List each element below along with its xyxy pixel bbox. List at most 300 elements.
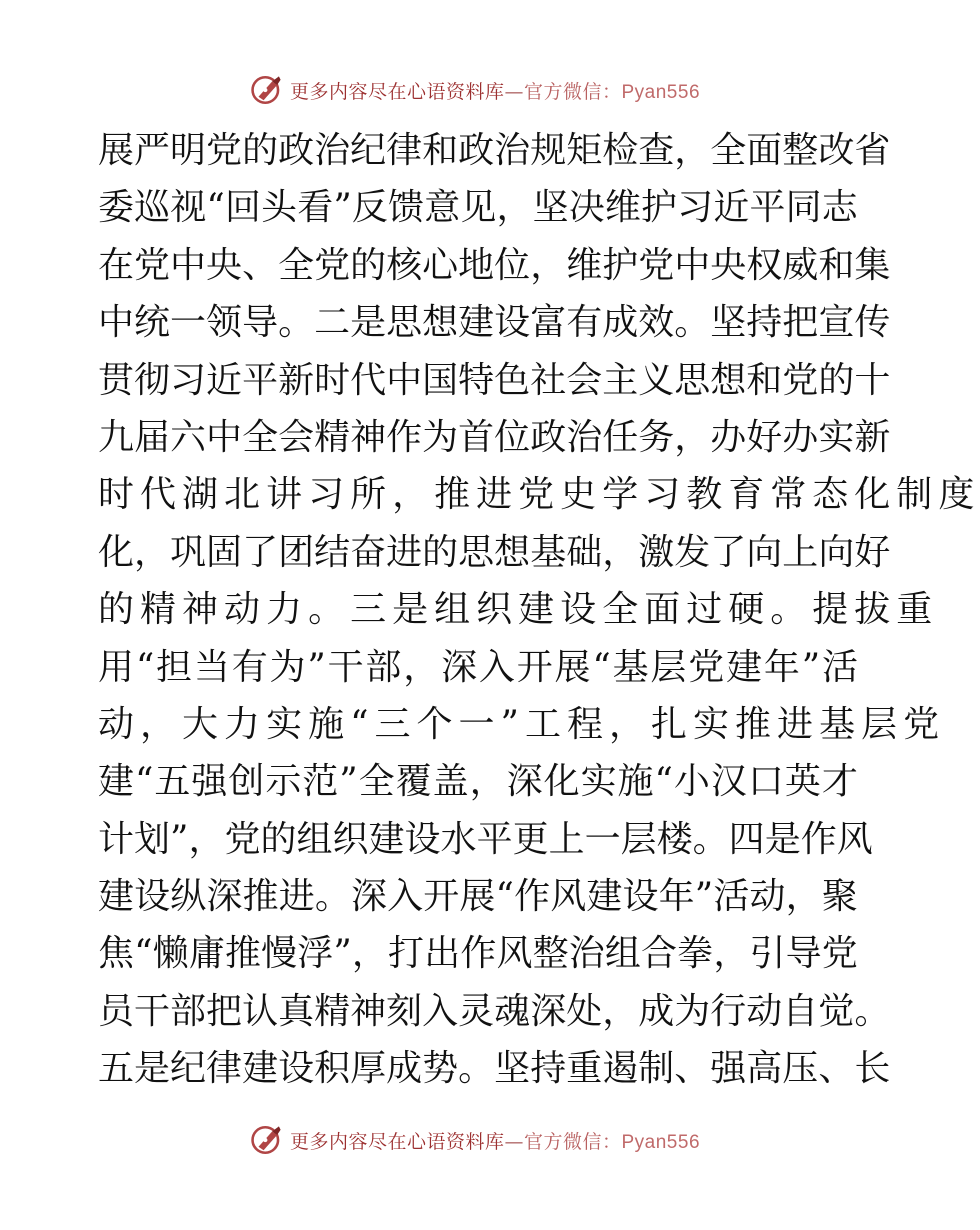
body-line (98, 868, 858, 925)
body-char: 北 (224, 474, 267, 516)
body-char: 思 (458, 531, 495, 573)
footer-banner (0, 1120, 950, 1160)
body-char: 意 (424, 187, 461, 229)
body-char: 权 (746, 244, 783, 286)
body-char: 委 (98, 187, 135, 229)
body-char: 设 (494, 302, 531, 344)
body-char: 整 (782, 130, 819, 171)
body-char: 自 (782, 990, 819, 1032)
body-char: 发 (674, 531, 711, 573)
body-char: 才 (821, 761, 858, 803)
body-line (98, 581, 939, 638)
body-char: 慢 (261, 933, 298, 975)
body-char: ， (188, 818, 225, 860)
body-char: 汉 (710, 761, 747, 803)
body-line (98, 983, 891, 1040)
body-char: 精 (314, 416, 351, 458)
body-char: 中 (98, 302, 135, 344)
footer-banner-dash: — (504, 1130, 524, 1153)
body-char: ” (170, 818, 189, 860)
body-char: 平 (476, 818, 513, 860)
body-char: 懒 (152, 933, 189, 975)
body-char: 计 (98, 818, 135, 860)
body-char: 进 (777, 703, 820, 745)
body-char: 习 (677, 187, 714, 229)
body-char: 水 (440, 818, 477, 860)
header-banner-id: Pyan556 (621, 81, 701, 103)
body-char: 、 (242, 244, 279, 286)
body-char: 想 (494, 531, 531, 573)
body-char: 风 (550, 876, 587, 918)
body-char: 结 (314, 531, 351, 573)
body-char: ” (307, 646, 326, 688)
body-char: 覆 (395, 761, 432, 803)
body-char: “ (654, 761, 673, 803)
body-char: 认 (242, 990, 279, 1032)
body-char: 和 (422, 130, 459, 171)
body-char: ， (469, 761, 506, 803)
body-char: 的 (818, 359, 855, 401)
body-char: 心 (422, 244, 459, 286)
body-char: 育 (728, 474, 771, 516)
body-char: 开 (516, 646, 553, 688)
footer-banner-id: Pyan556 (621, 1131, 701, 1153)
body-line (98, 466, 980, 523)
body-char: 是 (350, 302, 387, 344)
body-char: 制 (638, 1048, 675, 1090)
pen-nib-logo-icon (250, 73, 284, 107)
body-char: 党 (134, 244, 171, 286)
body-char: 任 (602, 416, 639, 458)
body-char: 动 (98, 703, 141, 745)
body-char: 年 (658, 876, 695, 918)
body-char: 向 (818, 531, 855, 573)
footer-banner-main: 更多内容尽在心语资料库 (289, 1130, 505, 1153)
body-char: 精 (140, 589, 183, 631)
body-char: 强 (191, 761, 228, 803)
body-char: 真 (278, 990, 315, 1032)
body-char: 厚 (350, 1048, 387, 1090)
body-char: 活 (713, 876, 750, 918)
body-char: 严 (134, 130, 171, 171)
body-char: 见 (460, 187, 497, 229)
body-char: 基 (612, 646, 649, 688)
body-char: 建 (586, 876, 623, 918)
body-char: 五 (154, 761, 191, 803)
body-char: 建 (458, 302, 495, 344)
body-char: “ (206, 187, 225, 229)
body-char: 好 (746, 416, 783, 458)
body-char: 建 (518, 589, 561, 631)
body-char: 作 (800, 818, 837, 860)
body-char: 了 (242, 531, 279, 573)
body-char: 实 (693, 703, 736, 745)
body-char: 十 (854, 359, 891, 401)
body-char: 持 (746, 302, 783, 344)
body-char: 核 (386, 244, 423, 286)
body-char: 织 (476, 589, 519, 631)
body-line (98, 1040, 891, 1097)
body-char: 办 (782, 416, 819, 458)
body-char: 领 (206, 302, 243, 344)
body-char: 导 (242, 302, 279, 344)
body-char: 届 (134, 416, 171, 458)
body-char: 口 (747, 761, 784, 803)
header-banner-text (290, 77, 700, 104)
body-char: ， (140, 703, 183, 745)
body-char: 统 (134, 302, 171, 344)
body-char: 党 (224, 818, 261, 860)
body-char: 一 (170, 302, 207, 344)
body-char: 学 (602, 474, 645, 516)
body-char: 。 (314, 876, 351, 918)
body-char: ， (602, 990, 639, 1032)
body-char: 贯 (98, 359, 135, 401)
body-char: 会 (278, 416, 315, 458)
body-char: 作 (386, 416, 423, 458)
body-char: 程 (566, 703, 609, 745)
body-char: 施 (617, 761, 654, 803)
body-char: 用 (98, 646, 135, 688)
body-char: 威 (782, 244, 819, 286)
body-char: 动 (749, 876, 786, 918)
body-char: 建 (368, 818, 405, 860)
body-char: 设 (134, 876, 171, 918)
body-char: 特 (458, 359, 495, 401)
body-char: 建 (98, 761, 135, 803)
body-char: ” (500, 703, 525, 745)
body-char: 部 (170, 990, 207, 1032)
body-char: 是 (764, 818, 801, 860)
body-char: 成 (638, 990, 675, 1032)
body-char: 习 (170, 359, 207, 401)
body-char: 整 (532, 933, 569, 975)
body-char: 奋 (350, 531, 387, 573)
body-char: 。 (854, 990, 891, 1032)
body-char: 推 (224, 933, 261, 975)
body-char: 教 (686, 474, 729, 516)
body-char: 。 (458, 1048, 495, 1090)
body-line (98, 409, 891, 466)
body-char: 集 (854, 244, 891, 286)
body-char: 四 (728, 818, 765, 860)
body-char: 向 (746, 531, 783, 573)
body-char: 强 (710, 1048, 747, 1090)
body-char: 面 (746, 130, 783, 171)
body-char: 矩 (566, 130, 603, 171)
body-char: 位 (494, 416, 531, 458)
body-char: 全 (278, 244, 315, 286)
body-char: 成 (602, 302, 639, 344)
body-char: ” (333, 933, 352, 975)
body-char: 建 (242, 1048, 279, 1090)
body-char: 为 (674, 990, 711, 1032)
body-char: 省 (854, 130, 891, 171)
body-char: 全 (710, 130, 747, 171)
body-char: 。 (692, 818, 729, 860)
body-char: 激 (638, 531, 675, 573)
body-char: 。 (770, 589, 813, 631)
body-char: 。 (674, 302, 711, 344)
body-char: 长 (854, 1048, 891, 1090)
body-char: 坚 (710, 302, 747, 344)
body-char: 政 (530, 416, 567, 458)
body-char: 回 (224, 187, 261, 229)
body-char: 馈 (388, 187, 425, 229)
body-char: 深 (441, 646, 478, 688)
body-char: 效 (638, 302, 675, 344)
body-char: ” (801, 646, 821, 688)
body-char: 基 (819, 703, 862, 745)
body-char: 律 (386, 130, 423, 171)
body-char: 思 (674, 359, 711, 401)
body-char: 纪 (350, 130, 387, 171)
body-char: 政 (458, 130, 495, 171)
body-char: “ (135, 646, 155, 688)
body-line (98, 925, 858, 982)
body-char: 全 (358, 761, 395, 803)
body-char: 纵 (170, 876, 207, 918)
body-char: 建 (98, 876, 135, 918)
body-char: 持 (530, 1048, 567, 1090)
body-char: 度 (938, 474, 980, 516)
body-char: 进 (476, 474, 519, 516)
body-char: 扎 (651, 703, 694, 745)
body-char: 视 (170, 187, 207, 229)
body-line (98, 524, 891, 581)
body-char: ， (713, 933, 750, 975)
body-char: 宣 (818, 302, 855, 344)
body-char: 三 (374, 703, 417, 745)
body-char: 成 (386, 1048, 423, 1090)
body-char: 上 (782, 531, 819, 573)
body-char: 施 (308, 703, 351, 745)
body-char: ， (496, 187, 533, 229)
body-char: 组 (604, 933, 641, 975)
body-char: 近 (206, 359, 243, 401)
body-char: 头 (261, 187, 298, 229)
body-char: 常 (770, 474, 813, 516)
body-char: 六 (170, 416, 207, 458)
body-char: “ (134, 933, 153, 975)
body-char: 示 (265, 761, 302, 803)
body-char: 导 (785, 933, 822, 975)
body-char: 神 (182, 589, 225, 631)
body-char: 出 (424, 933, 461, 975)
body-char: 治 (314, 130, 351, 171)
body-char: 灵 (458, 990, 495, 1032)
body-char: 干 (134, 990, 171, 1032)
body-char: 党 (518, 474, 561, 516)
body-char: 志 (821, 187, 858, 229)
header-banner-dash: — (504, 80, 524, 103)
body-line (98, 294, 891, 351)
body-char: 神 (350, 416, 387, 458)
body-char: 盖 (432, 761, 469, 803)
body-char: 维 (604, 187, 641, 229)
body-char: 近 (713, 187, 750, 229)
body-char: 遏 (602, 1048, 639, 1090)
body-char: 时 (314, 359, 351, 401)
body-char: 的 (242, 130, 279, 171)
body-line (98, 753, 858, 810)
body-char: 和 (818, 244, 855, 286)
body-char: 思 (386, 302, 423, 344)
body-char: 全 (242, 416, 279, 458)
body-char: 引 (749, 933, 786, 975)
body-char: 建 (726, 646, 763, 688)
body-char: 中 (386, 359, 423, 401)
body-char: 实 (580, 761, 617, 803)
body-char: 央 (710, 244, 747, 286)
body-char: 固 (206, 531, 243, 573)
body-char: ” (694, 876, 714, 918)
body-char: 的 (260, 818, 297, 860)
body-char: ， (134, 531, 171, 573)
body-char: 个 (416, 703, 459, 745)
body-char: 会 (566, 359, 603, 401)
body-char: ， (608, 703, 651, 745)
body-char: 全 (602, 589, 645, 631)
body-char: 巩 (170, 531, 207, 573)
body-char: 开 (423, 876, 460, 918)
body-char: 推 (242, 876, 279, 918)
body-char: 。 (308, 589, 351, 631)
body-char: 上 (548, 818, 585, 860)
body-char: 精 (314, 990, 351, 1032)
body-char: 党 (903, 703, 946, 745)
body-char: 面 (644, 589, 687, 631)
body-char: 二 (314, 302, 351, 344)
body-char: 史 (560, 474, 603, 516)
body-char: 组 (434, 589, 477, 631)
body-char: 习 (308, 474, 351, 516)
body-char: 拳 (677, 933, 714, 975)
body-char: 合 (641, 933, 678, 975)
body-char: 的 (350, 244, 387, 286)
body-char: 在 (98, 244, 135, 286)
body-char: 办 (710, 416, 747, 458)
footer-banner-wechat: 官方微信： (523, 1130, 622, 1153)
body-line (98, 696, 946, 753)
body-char: 五 (98, 1048, 135, 1090)
body-char: 代 (140, 474, 183, 516)
body-char: 首 (458, 416, 495, 458)
body-char: 想 (422, 302, 459, 344)
body-char: 组 (296, 818, 333, 860)
body-char: 活 (821, 646, 858, 688)
body-char: 中 (674, 244, 711, 286)
body-char: 团 (278, 531, 315, 573)
body-char: 员 (98, 990, 135, 1032)
body-char: 坚 (494, 1048, 531, 1090)
body-char: 深 (506, 761, 543, 803)
body-char: 层 (620, 818, 657, 860)
body-char: 作 (460, 933, 497, 975)
body-char: 平 (242, 359, 279, 401)
body-char: 制 (896, 474, 939, 516)
body-char: 动 (224, 589, 267, 631)
body-char: 三 (350, 589, 393, 631)
body-char: 处 (566, 990, 603, 1032)
body-char: 纪 (170, 1048, 207, 1090)
body-char: 工 (524, 703, 567, 745)
body-char: 入 (478, 646, 515, 688)
body-char: 社 (530, 359, 567, 401)
body-char: 党 (821, 933, 858, 975)
body-char: ， (674, 130, 711, 171)
body-char: 主 (602, 359, 639, 401)
body-char: 设 (560, 589, 603, 631)
body-char: 律 (206, 1048, 243, 1090)
body-char: 划 (134, 818, 171, 860)
body-char: 动 (746, 990, 783, 1032)
body-char: 政 (278, 130, 315, 171)
body-char: 所 (350, 474, 393, 516)
body-char: “ (495, 876, 514, 918)
body-char: 色 (494, 359, 531, 401)
body-char: 的 (98, 589, 141, 631)
body-char: 湖 (182, 474, 225, 516)
body-char: 维 (566, 244, 603, 286)
body-char: 和 (746, 359, 783, 401)
body-char: 务 (638, 416, 675, 458)
body-char: 浮 (297, 933, 334, 975)
body-char: 进 (278, 876, 315, 918)
body-char: 查 (638, 130, 675, 171)
body-char: 党 (638, 244, 675, 286)
body-char: ， (674, 416, 711, 458)
body-char: 小 (673, 761, 710, 803)
body-char: 更 (512, 818, 549, 860)
pen-nib-logo-icon (250, 1123, 284, 1157)
body-char: 、 (674, 1048, 711, 1090)
body-char: 、 (818, 1048, 855, 1090)
body-char: “ (350, 703, 375, 745)
body-char: ， (602, 531, 639, 573)
body-char: 入 (387, 876, 424, 918)
body-char: 英 (784, 761, 821, 803)
body-char: 有 (566, 302, 603, 344)
body-char: 展 (459, 876, 496, 918)
body-char: 规 (530, 130, 567, 171)
body-char: 年 (763, 646, 800, 688)
body-line (98, 122, 891, 179)
body-char: 础 (566, 531, 603, 573)
body-char: 展 (554, 646, 591, 688)
body-char: 化 (98, 531, 135, 573)
body-char: 好 (854, 531, 891, 573)
body-char: 重 (896, 589, 939, 631)
body-char: ， (530, 244, 567, 286)
body-char: 实 (818, 416, 855, 458)
body-char: 魂 (494, 990, 531, 1032)
body-char: 时 (98, 474, 141, 516)
body-char: “ (134, 761, 154, 803)
body-char: 设 (404, 818, 441, 860)
header-banner-wechat: 官方微信： (523, 80, 622, 103)
body-char: ” (333, 187, 352, 229)
body-char: 聚 (821, 876, 858, 918)
body-char: 大 (182, 703, 225, 745)
body-char: 党 (688, 646, 725, 688)
body-char: “ (592, 646, 611, 688)
body-char: 高 (746, 1048, 783, 1090)
body-char: 新 (278, 359, 315, 401)
body-char: 了 (710, 531, 747, 573)
body-char: ， (392, 474, 435, 516)
body-char: ， (351, 933, 388, 975)
